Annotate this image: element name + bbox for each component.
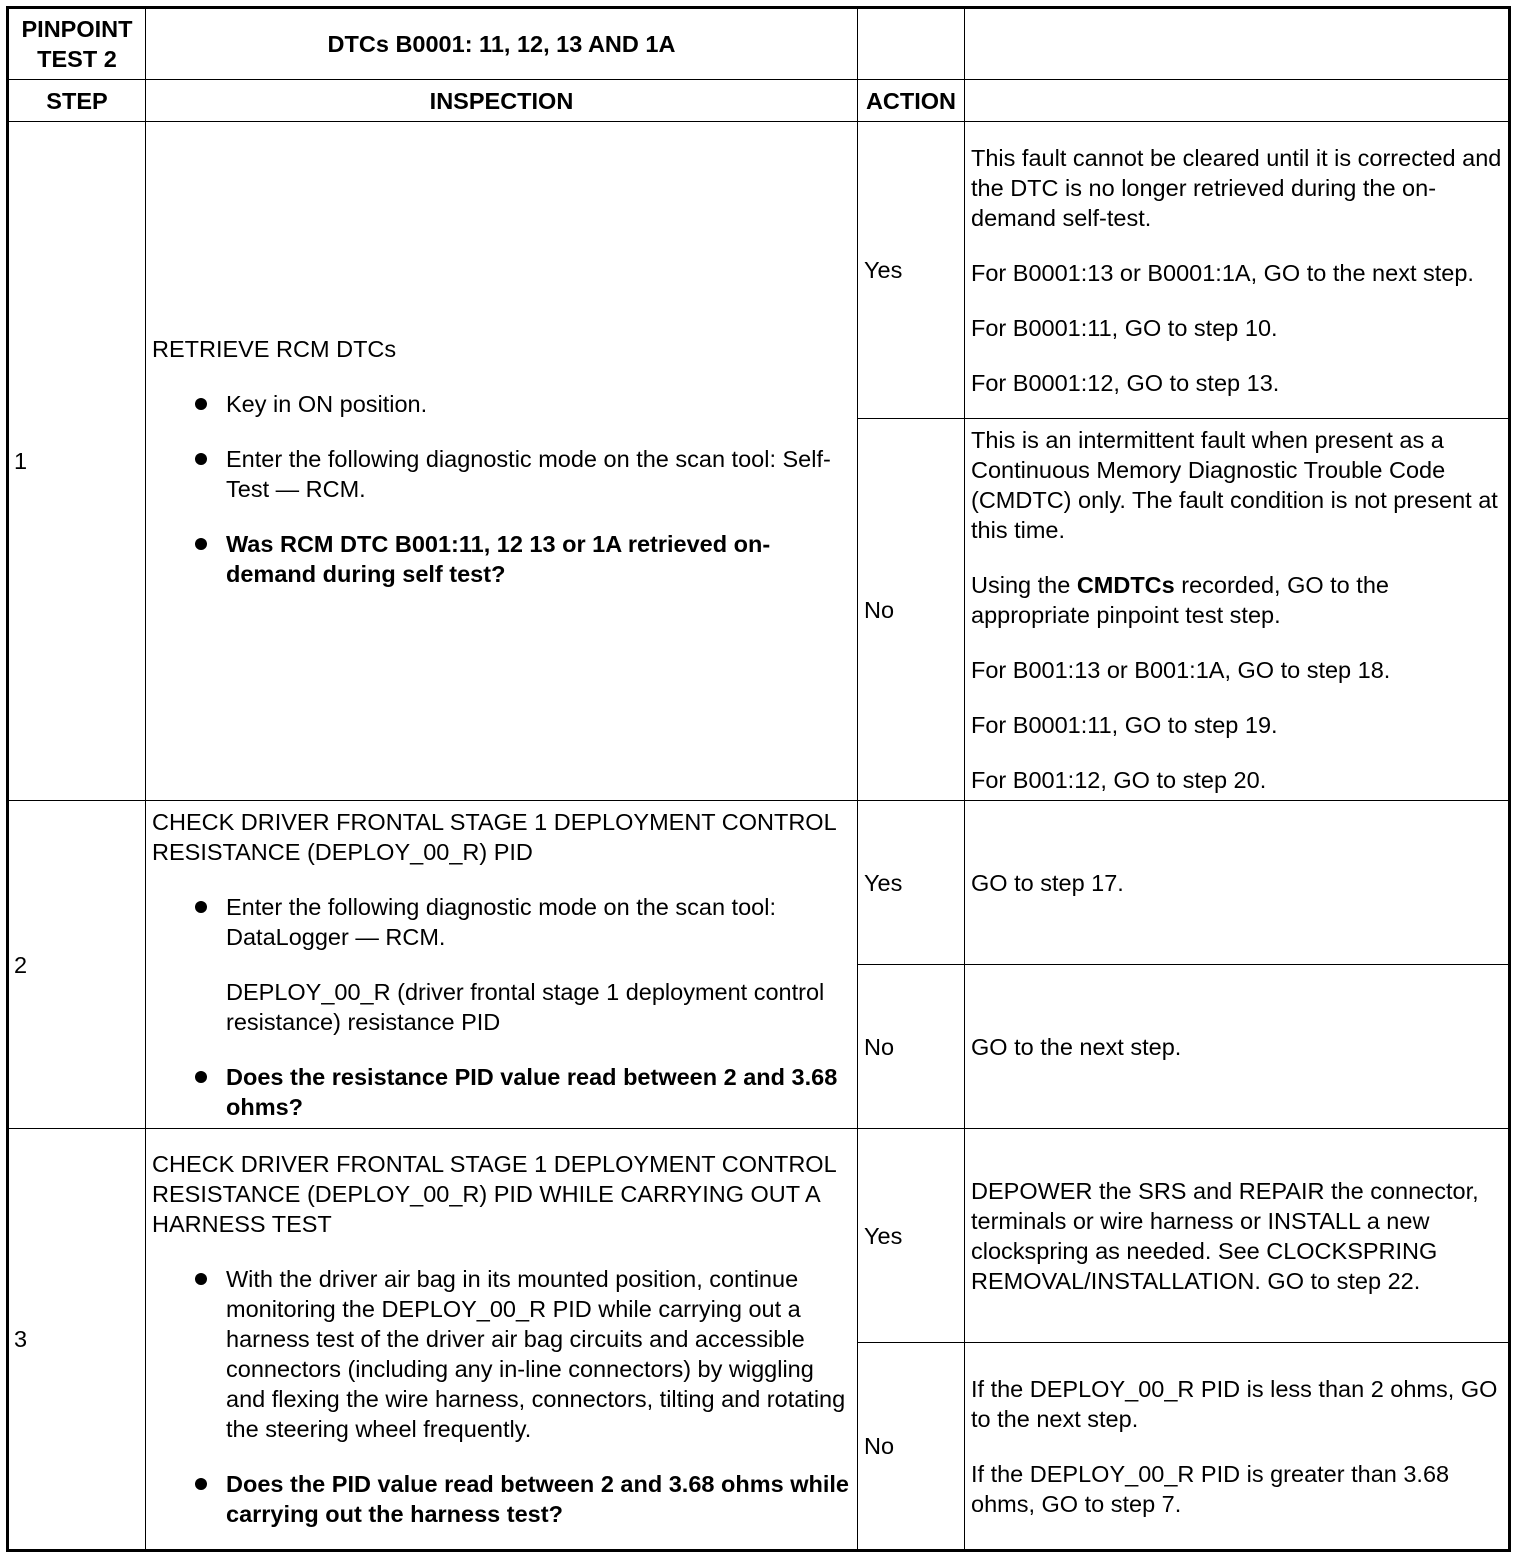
pinpoint-label: PINPOINT [21,16,133,42]
no-label: No [858,419,965,801]
bullet-icon [195,453,207,465]
title-row [8,8,1510,80]
yes-label: Yes [858,122,965,419]
bullet-item: Key in ON position. [226,389,853,419]
question-bullet: Was RCM DTC B001:11, 12 13 or 1A retrieved on-demand during self test? [226,529,853,589]
test-number-label: TEST 2 [37,46,117,72]
bullet-icon [195,538,207,550]
yes-result: This fault cannot be cleared until it is corrected and the DTC is no longer retrieved during the on-demand self-test. For B0001:13 or B0001:1A, GO to the next step. For B0001:11, GO to step 10. For B0001:12, GO to step 13. [965,122,1510,419]
column-header-row [8,80,1510,122]
bullet-item: Enter the following diagnostic mode on the scan tool: Self-Test — RCM. [226,444,853,504]
question-bullet: Does the resistance PID value read between 2 and 3.68 ohms? [226,1062,853,1122]
bullet-icon [195,398,207,410]
step-header: STEP [8,80,146,122]
blank-cell [965,80,1510,122]
bullet-item: Enter the following diagnostic mode on the scan tool: DataLogger — RCM. DEPLOY_00_R (driver frontal stage 1 deployment control resistance) resistance PID [226,892,853,1037]
step-title: CHECK DRIVER FRONTAL STAGE 1 DEPLOYMENT CONTROL RESISTANCE (DEPLOY_00_R) PID [152,809,836,865]
step-1-yes-row [8,122,1510,419]
dtc-title: DTCs B0001: 11, 12, 13 AND 1A [146,8,858,80]
yes-label: Yes [858,1129,965,1343]
step-number: 2 [8,801,146,1129]
cmdtc-emphasis: CMDTCs [1076,571,1175,598]
blank-cell [858,8,965,80]
step-title: CHECK DRIVER FRONTAL STAGE 1 DEPLOYMENT CONTROL RESISTANCE (DEPLOY_00_R) PID WHILE CARRYING OUT A HARNESS TEST [152,1151,836,1237]
no-label: No [858,1343,965,1551]
bullet-item: With the driver air bag in its mounted position, continue monitoring the DEPLOY_00_R PID while carrying out a harness test of the driver air bag circuits and accessible connectors (including any in-line connectors) by wiggling and flexing the wire harness, connectors, tilting and rotating the steering wheel frequently. [226,1264,853,1444]
blank-cell [965,8,1510,80]
bullet-icon [195,901,207,913]
yes-result: GO to step 17. [965,801,1510,965]
no-result: If the DEPLOY_00_R PID is less than 2 ohms, GO to the next step. If the DEPLOY_00_R PID is greater than 3.68 ohms, GO to step 7. [965,1343,1510,1551]
step-number: 1 [8,122,146,801]
step-3-inspection [146,1129,858,1551]
pinpoint-test-cell [8,8,146,80]
bullet-icon [195,1478,207,1490]
question-bullet: Does the PID value read between 2 and 3.68 ohms while carrying out the harness test? [226,1469,853,1529]
step-3-yes-row [8,1129,1510,1343]
inspection-bullets [152,892,853,1122]
no-label: No [858,965,965,1129]
yes-result: DEPOWER the SRS and REPAIR the connector, terminals or wire harness or INSTALL a new clockspring as needed. See CLOCKSPRING REMOVAL/INSTALLATION. GO to step 22. [965,1129,1510,1343]
action-header: ACTION [858,80,965,122]
inspection-bullets [152,1264,853,1529]
step-title: RETRIEVE RCM DTCs [152,335,397,362]
step-number: 3 [8,1129,146,1551]
bullet-icon [195,1273,207,1285]
bullet-icon [195,1071,207,1083]
no-result: This is an intermittent fault when present as a Continuous Memory Diagnostic Trouble Code (CMDTC) only. The fault condition is not present at this time. Using the CMDTCs recorded, GO to the appropriate pinpoint test step. For B001:13 or B001:1A, GO to step 18. For B0001:11, GO to step 19. For B001:12, GO to step 20. [965,419,1510,801]
pinpoint-test-table [6,6,1511,1552]
step-1-inspection [146,122,858,801]
inspection-header: INSPECTION [146,80,858,122]
yes-label: Yes [858,801,965,965]
pid-description: DEPLOY_00_R (driver frontal stage 1 deployment control resistance) resistance PID [226,979,825,1035]
no-result: GO to the next step. [965,965,1510,1129]
step-2-yes-row [8,801,1510,965]
step-2-inspection [146,801,858,1129]
inspection-bullets [152,389,853,589]
